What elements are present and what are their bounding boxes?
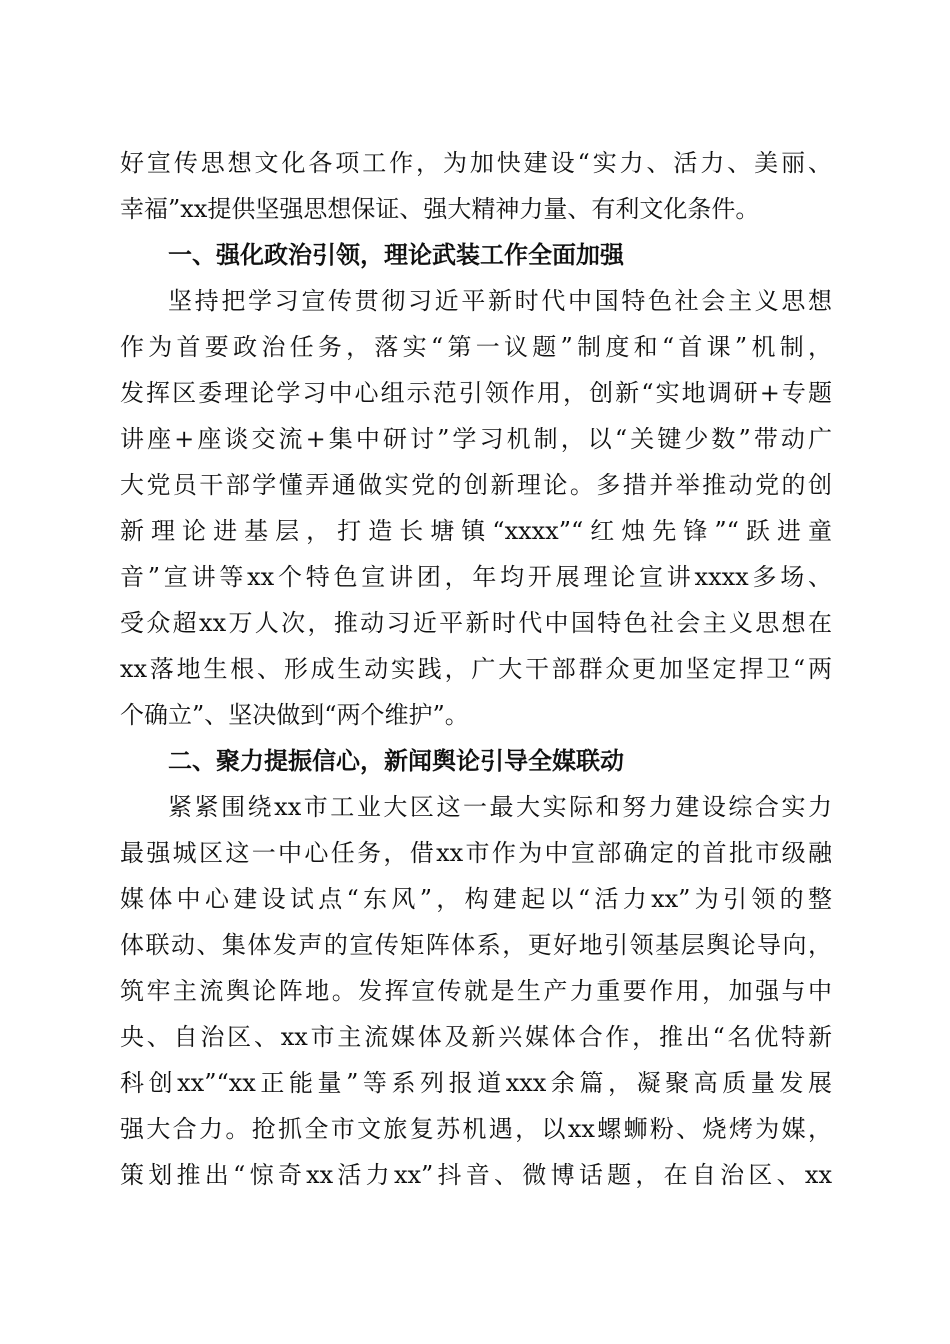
section-1-line-10: 个确立”、坚决做到“两个维护”。 bbox=[120, 701, 469, 729]
section-2-line-2: 最强城区这一中心任务，借xx市作为中宣部确定的首批市级融 bbox=[120, 839, 832, 867]
section-2-line-1: 紧紧围绕xx市工业大区这一最大实际和努力建设综合实力 bbox=[168, 793, 832, 821]
section-1-heading: 一、强化政治引领，理论武装工作全面加强 bbox=[168, 241, 624, 269]
section-2-line-9: 策划推出“惊奇xx活力xx”抖音、微博话题，在自治区、xx bbox=[120, 1161, 832, 1189]
section-2-line-8: 强大合力。抢抓全市文旅复苏机遇，以xx螺蛳粉、烧烤为媒， bbox=[120, 1115, 832, 1143]
section-2-line-5: 筑牢主流舆论阵地。发挥宣传就是生产力重要作用，加强与中 bbox=[120, 977, 832, 1005]
section-2-line-3: 媒体中心建设试点“东风”，构建起以“活力xx”为引领的整 bbox=[120, 885, 832, 913]
intro-line-1: 好宣传思想文化各项工作，为加快建设“实力、活力、美丽、 bbox=[120, 149, 832, 177]
section-2-line-6: 央、自治区、xx市主流媒体及新兴媒体合作，推出“名优特新 bbox=[120, 1023, 832, 1051]
section-2-line-7: 科创xx”“xx正能量”等系列报道xxx余篇，凝聚高质量发展 bbox=[120, 1069, 832, 1097]
section-1-line-4: 讲座+座谈交流+集中研讨”学习机制，以“关键少数”带动广 bbox=[120, 425, 832, 453]
section-1-line-8: 受众超xx万人次，推动习近平新时代中国特色社会主义思想在 bbox=[120, 609, 832, 637]
section-1-line-2: 作为首要政治任务，落实“第一议题”制度和“首课”机制， bbox=[120, 333, 832, 361]
intro-line-2: 幸福”xx提供坚强思想保证、强大精神力量、有利文化条件。 bbox=[120, 195, 760, 223]
section-2-line-4: 体联动、集体发声的宣传矩阵体系，更好地引领基层舆论导向， bbox=[120, 931, 832, 959]
section-1-line-5: 大党员干部学懂弄通做实党的创新理论。多措并举推动党的创 bbox=[120, 471, 832, 499]
section-1-line-6: 新理论进基层，打造长塘镇“xxxx”“红烛先锋”“跃进童 bbox=[120, 517, 832, 545]
section-2-heading: 二、聚力提振信心，新闻舆论引导全媒联动 bbox=[168, 747, 624, 775]
section-1-line-9: xx落地生根、形成生动实践，广大干部群众更加坚定捍卫“两 bbox=[120, 655, 832, 683]
section-1-line-1: 坚持把学习宣传贯彻习近平新时代中国特色社会主义思想 bbox=[168, 287, 832, 315]
section-1-line-3: 发挥区委理论学习中心组示范引领作用，创新“实地调研+专题 bbox=[120, 379, 832, 407]
section-1-line-7: 音”宣讲等xx个特色宣讲团，年均开展理论宣讲xxxx多场、 bbox=[120, 563, 832, 591]
